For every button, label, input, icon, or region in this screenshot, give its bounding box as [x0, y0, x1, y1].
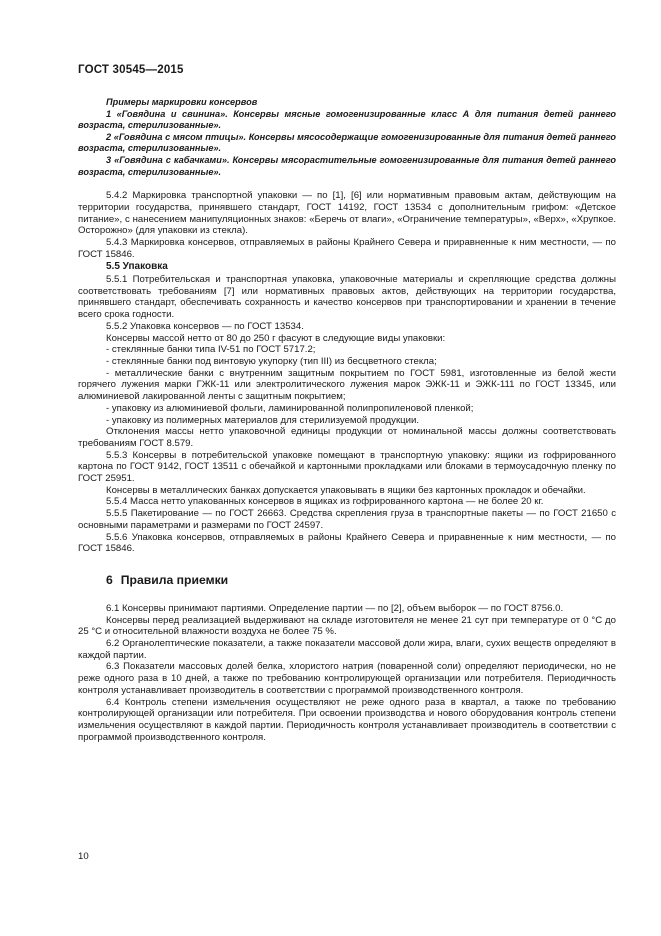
clause-6-4: 6.4 Контроль степени измельчения осуществляют не реже одного раза в квартал, а также по требованию контролирующей организации или потребителя. При освоении производства и нового оборудования контроль степени измельчения осуществляют в каждой партии. Периодичность контроля устанавливает производитель в соответствии с программой производственного контроля. [78, 696, 616, 743]
clause-5-5-2-deviation: Отклонения массы нетто упаковочной единицы продукции от номинальной массы должны соответствовать требованиям ГОСТ 8.579. [78, 426, 616, 449]
example-item: 2 «Говядина с мясом птицы». Консервы мясосодержащие гомогенизированные для питания детей раннего возраста, стерилизованные». [78, 131, 616, 154]
clause-5-5-4: 5.5.4 Масса нетто упакованных консервов в ящиках из гофрированного картона — не более 20 кг. [106, 496, 544, 508]
clause-5-5-3: 5.5.3 Консервы в потребительской упаковке помещают в транспортную упаковку: ящики из гофрированного картона по ГОСТ 9142, ГОСТ 13511 с обечайкой и картонными прокладками или блоками в термоусадочную пленку по ГОСТ 25951. [78, 449, 616, 485]
clause-6-3: 6.3 Показатели массовых долей белка, хлористого натрия (поваренной соли) определяют периодически, но не реже одного раза в 10 дней, а также по требованию контролирующей организации или потребителя. Периодичность контроля устанавливает производитель в соответствии с программой производственного контроля. [78, 661, 616, 696]
list-item: - упаковку из алюминиевой фольги, ламинированной полипропиленовой пленкой; [106, 402, 474, 414]
document-header: ГОСТ 30545—2015 [78, 64, 184, 76]
page-content [78, 97, 616, 743]
clause-6-1-storage: Консервы перед реализацией выдерживают на складе изготовителя не менее 21 сут при температуре от 0 °С до 25 °С и относительной влажности воздуха не более 75 %. [78, 614, 616, 638]
list-item: - упаковку из полимерных материалов для стерилизуемой продукции. [106, 414, 420, 426]
section-title-text: Правила приемки [120, 572, 229, 587]
clause-6-1: 6.1 Консервы принимают партиями. Определение партии — по [2], объем выборок — по ГОСТ 8756.0. [106, 602, 564, 614]
clause-5-5-3-metal: Консервы в металлических банках допускается упаковывать в ящики без картонных прокладок и обечайки. [106, 484, 586, 496]
clause-5-4-2: 5.4.2 Маркировка транспортной упаковки — по [1], [6] или нормативным правовым актам, действующим на территории государства, принявшего стандарт, ГОСТ 14192, ГОСТ 13534 с дополнительным грифом: «Детское питание», с нанесением манипуляционных знаков: «Беречь от влаги», «Ограничение температуры», «Верх», «Хрупкое. Осторожно» (для упаковки из стекла). [78, 190, 616, 237]
list-item: - стеклянные банки под винтовую укупорку (тип III) из бесцветного стекла; [106, 356, 437, 367]
example-item: 1 «Говядина и свинина». Консервы мясные гомогенизированные класс А для питания детей раннего возраста, стерилизованные». [78, 108, 616, 131]
example-item: 3 «Говядина с кабачками». Консервы мясорастительные гомогенизированные для питания детей раннего возраста, стерилизованные». [78, 154, 616, 177]
list-item: - стеклянные банки типа IV-51 по ГОСТ 5717.2; [106, 344, 316, 356]
clause-5-5-5: 5.5.5 Пакетирование — по ГОСТ 26663. Средства скрепления груза в транспортные пакеты — по ГОСТ 21650 с основными параметрами и размерами по ГОСТ 24597. [78, 508, 616, 531]
clause-5-4-3: 5.4.3 Маркировка консервов, отправляемых в районы Крайнего Севера и приравненные к ним местности, — по ГОСТ 15846. [78, 236, 616, 260]
page-number: 10 [78, 851, 89, 862]
clause-5-5-2-intro: Консервы массой нетто от 80 до 250 г фасуют в следующие виды упаковки: [106, 332, 446, 344]
list-item: - металлические банки с внутренним защитным покрытием по ГОСТ 5981, изготовленные из белой жести горячего лужения марки ГЖК-11 или электролитического лужения марок ЭЖК-11 и ЭЖК-111 по ГОСТ 13345, или алюминиевой лакированной ленты с защитным покрытием; [78, 367, 616, 403]
clause-5-5-1: 5.5.1 Потребительская и транспортная упаковка, упаковочные материалы и скрепляющие средства должны соответствовать требованиям [7] или нормативных правовых актов, действующих на территории государства, принявшего стандарт, обеспечивать сохранность и качество консервов при транспортировании и хранении в течение всего срока годности. [78, 274, 616, 321]
section-number: 6 [106, 572, 113, 587]
clause-6-2: 6.2 Органолептические показатели, а также показатели массовой доли жира, влаги, сухих веществ определяют в каждой партии. [78, 638, 616, 661]
subsection-title-5-5: 5.5 Упаковка [106, 261, 168, 273]
section-title-6 [78, 573, 616, 587]
examples-heading: Примеры маркировки консервов [106, 97, 258, 107]
clause-5-5-6: 5.5.6 Упаковка консервов, отправляемых в районы Крайнего Севера и приравненные к ним местности, — по ГОСТ 15846. [78, 531, 616, 555]
clause-5-5-2: 5.5.2 Упаковка консервов — по ГОСТ 13534. [106, 320, 304, 332]
